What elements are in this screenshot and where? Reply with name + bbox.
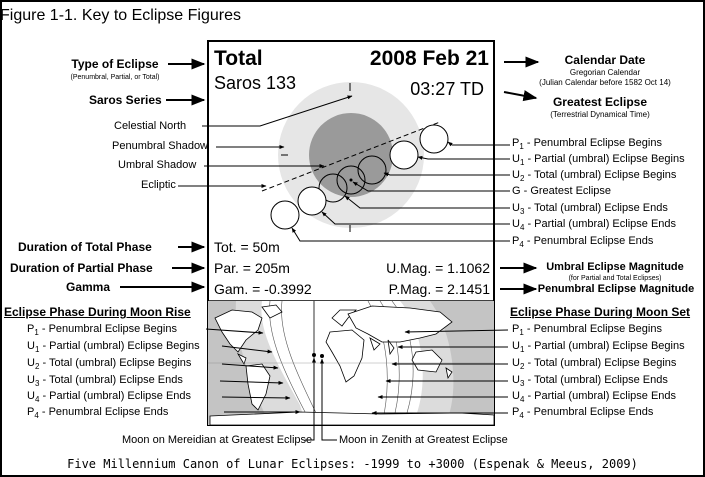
contact-item: $U_2$ - Total (umbral) Eclipse Begins — [512, 169, 677, 183]
label-umbral-magnitude-note: (for Partial and Total Eclipses) — [568, 275, 662, 282]
list-item: $U_4$ - Partial (umbral) Eclipse Ends — [27, 390, 192, 404]
label-umbral-shadow: Umbral Shadow — [118, 159, 197, 171]
eclipse-type: Total — [214, 47, 263, 70]
label-moon-zenith: Moon in Zenith at Greatest Eclipse — [339, 434, 508, 446]
label-type-note: (Penumbral, Partial, or Total) — [70, 74, 160, 81]
eclipse-date: 2008 Feb 21 — [369, 47, 489, 70]
moon-set-heading: Eclipse Phase During Moon Set — [510, 305, 691, 319]
list-item: $U_2$ - Total (umbral) Eclipse Begins — [512, 357, 677, 371]
list-item: $U_1$ - Partial (umbral) Eclipse Begins — [512, 340, 685, 354]
contact-item: G - Greatest Eclipse — [512, 185, 612, 197]
label-calendar-date: Calendar Date — [564, 53, 646, 67]
label-greatest-eclipse: Greatest Eclipse — [552, 95, 648, 109]
umbral-magnitude-value: U.Mag. = 1.1062 — [386, 260, 490, 276]
moon-u4 — [298, 187, 326, 215]
footer-citation: Five Millennium Canon of Lunar Eclipses: -1999 to +3000 (Espenak & Meeus, 2009) — [67, 457, 638, 471]
label-calendar-note2: (Julian Calendar before 1582 Oct 14) — [539, 78, 671, 87]
label-greatest-note: (Terrestrial Dynamical Time) — [550, 110, 650, 119]
label-type-of-eclipse: Type of Eclipse — [71, 57, 159, 71]
label-gamma: Gamma — [66, 280, 111, 294]
label-duration-total: Duration of Total Phase — [18, 240, 152, 254]
moon-p1 — [420, 125, 448, 153]
penumbral-magnitude-value: P.Mag. = 2.1451 — [388, 281, 490, 297]
contact-item: $P_4$ - Penumbral Eclipse Ends — [512, 235, 654, 249]
label-celestial-north: Celestial North — [114, 120, 187, 132]
contact-item: $U_4$ - Partial (umbral) Eclipse Ends — [512, 218, 677, 232]
moon-rise-heading: Eclipse Phase During Moon Rise — [4, 305, 191, 319]
contact-item: $U_3$ - Total (umbral) Eclipse Ends — [512, 202, 668, 216]
label-penumbral-shadow: Penumbral Shadow — [112, 140, 209, 152]
label-ecliptic: Ecliptic — [141, 179, 176, 191]
label-calendar-note1: Gregorian Calendar — [569, 68, 641, 77]
visibility-map — [208, 301, 494, 425]
umbral-shadow — [309, 113, 393, 197]
label-penumbral-magnitude: Penumbral Eclipse Magnitude — [537, 283, 695, 295]
moon-p4 — [271, 201, 299, 229]
list-item: $U_3$ - Total (umbral) Eclipse Ends — [27, 374, 183, 388]
list-item: $U_3$ - Total (umbral) Eclipse Ends — [512, 374, 668, 388]
list-item: $U_2$ - Total (umbral) Eclipse Begins — [27, 357, 192, 371]
saros-number: Saros 133 — [214, 73, 297, 93]
gamma-value: Gam. = -0.3992 — [214, 281, 312, 297]
list-item: $U_1$ - Partial (umbral) Eclipse Begins — [27, 340, 200, 354]
list-item: $P_4$ - Penumbral Eclipse Ends — [512, 406, 654, 420]
label-saros-series: Saros Series — [89, 93, 162, 107]
label-umbral-magnitude: Umbral Eclipse Magnitude — [546, 261, 684, 273]
list-item: $P_1$ - Penumbral Eclipse Begins — [512, 323, 662, 337]
label-duration-partial: Duration of Partial Phase — [10, 261, 153, 275]
list-item: $U_4$ - Partial (umbral) Eclipse Ends — [512, 390, 677, 404]
figure-title: Figure 1-1. Key to Eclipse Figures — [0, 7, 241, 24]
list-item: $P_1$ - Penumbral Eclipse Begins — [27, 323, 177, 337]
label-moon-meridian: Moon on Mereidian at Greatest Eclipse — [122, 434, 313, 446]
list-item: $P_4$ - Penumbral Eclipse Ends — [27, 406, 169, 420]
contact-item: $P_1$ - Penumbral Eclipse Begins — [512, 137, 662, 151]
total-duration: Tot. = 50m — [214, 239, 280, 255]
partial-duration: Par. = 205m — [214, 260, 290, 276]
contact-item: $U_1$ - Partial (umbral) Eclipse Begins — [512, 153, 685, 167]
greatest-time: 03:27 TD — [410, 79, 484, 99]
moon-u1 — [390, 141, 418, 169]
